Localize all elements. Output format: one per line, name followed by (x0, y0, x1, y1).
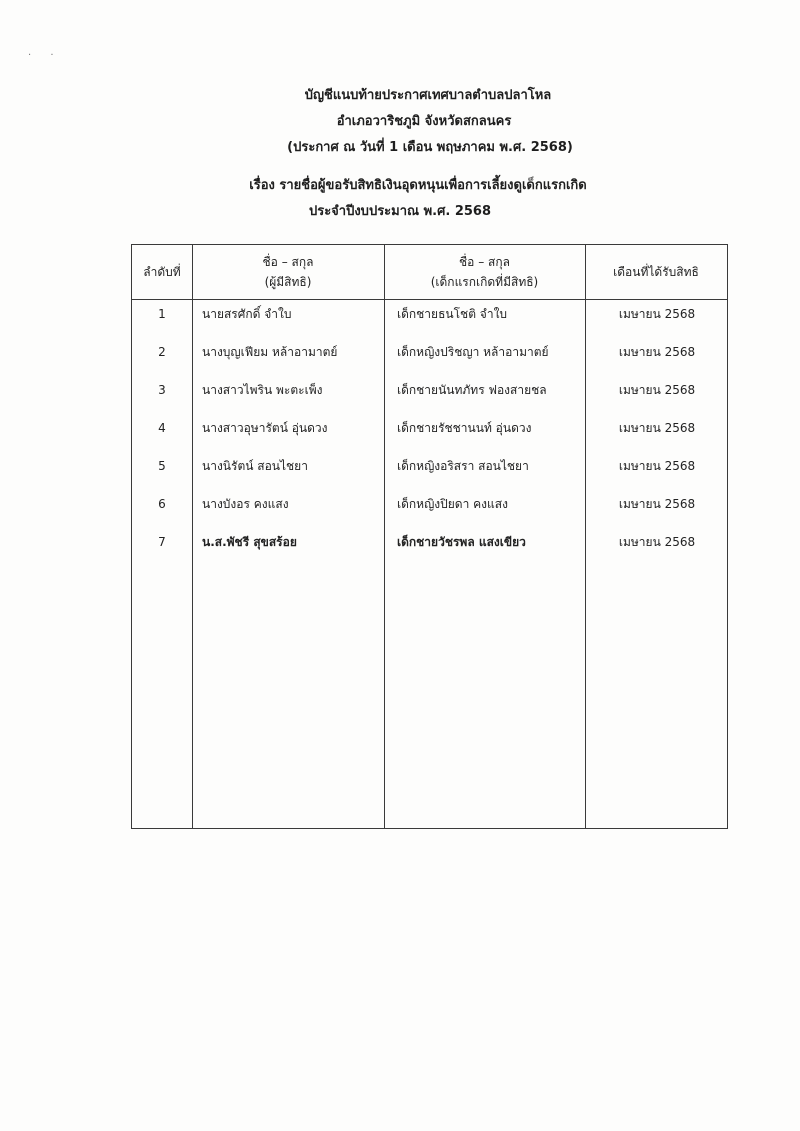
header-child-label: ชื่อ – สกุล (459, 255, 510, 269)
row-number: 5 (158, 459, 166, 473)
row-number: 7 (158, 535, 166, 549)
row-number: 2 (158, 345, 166, 359)
table-body (132, 301, 727, 567)
table-row (132, 301, 727, 339)
row-number: 3 (158, 383, 166, 397)
header-divider (132, 299, 727, 300)
eligible-month: เมษายน 2568 (618, 459, 696, 473)
child-name: เด็กชายธนโชติ จำใบ (397, 307, 508, 321)
eligible-month: เมษายน 2568 (618, 345, 696, 359)
child-name: เด็กหญิงอริสรา สอนไชยา (397, 459, 529, 473)
child-name: เด็กชายรัชชานนท์ อุ่นดวง (397, 421, 532, 435)
heading-line-5: ประจำปีงบประมาณ พ.ศ. 2568 (308, 204, 492, 219)
header-parent (192, 245, 384, 299)
child-name: เด็กหญิงปิยดา คงแสง (397, 497, 508, 511)
table-row (132, 415, 727, 453)
parent-name: นายสรศักดิ์ จำใบ (202, 307, 292, 321)
header-child-sublabel: (เด็กแรกเกิดที่มีสิทธิ) (430, 275, 539, 289)
eligible-month: เมษายน 2568 (618, 497, 696, 511)
parent-name: นางสาวอุษารัตน์ อุ่นดวง (202, 421, 328, 435)
header-no-label: ลำดับที่ (143, 265, 181, 279)
header-child (384, 245, 585, 299)
table-row (132, 339, 727, 377)
table-row (132, 453, 727, 491)
table-row (132, 529, 727, 567)
header-parent-label: ชื่อ – สกุล (262, 255, 314, 269)
parent-name: น.ส.พัชรี สุขสร้อย (202, 535, 297, 549)
header-month (585, 245, 727, 299)
heading-line-3: (ประกาศ ณ วันที่ 1 เดือน พฤษภาคม พ.ศ. 2568) (287, 140, 573, 155)
child-name: เด็กหญิงปริชญา หล้าอามาตย์ (397, 345, 549, 359)
parent-name: นางบุญเฟียม หล้าอามาตย์ (202, 345, 338, 359)
child-name: เด็กชายนันทภัทร ฟองสายชล (397, 383, 547, 397)
scan-specks: · · (28, 50, 62, 61)
heading-line-4: เรื่อง รายชื่อผู้ขอรับสิทธิเงินอุดหนุนเพื่อการเลี้ยงดูเด็กแรกเกิด (249, 178, 587, 193)
table-row (132, 377, 727, 415)
eligible-month: เมษายน 2568 (618, 383, 696, 397)
beneficiary-table (131, 244, 728, 829)
table-row (132, 491, 727, 529)
eligible-month: เมษายน 2568 (618, 421, 696, 435)
heading-line-2: อำเภอวาริชภูมิ จังหวัดสกลนคร (336, 114, 512, 129)
parent-name: นางสาวไพริน พะตะเพ็ง (202, 383, 323, 397)
heading-line-1: บัญชีแนบท้ายประกาศเทศบาลตำบลปลาโหล (304, 88, 552, 103)
header-no (132, 245, 192, 299)
eligible-month: เมษายน 2568 (618, 535, 696, 549)
eligible-month: เมษายน 2568 (618, 307, 696, 321)
row-number: 4 (158, 421, 166, 435)
parent-name: นางบังอร คงแสง (202, 497, 289, 511)
parent-name: นางนิรัตน์ สอนไชยา (202, 459, 308, 473)
header-parent-sublabel: (ผู้มีสิทธิ) (264, 275, 312, 289)
child-name: เด็กชายวัชรพล แสงเขียว (397, 535, 526, 549)
header-month-label: เดือนที่ได้รับสิทธิ (613, 265, 699, 279)
row-number: 1 (158, 307, 166, 321)
row-number: 6 (158, 497, 166, 511)
